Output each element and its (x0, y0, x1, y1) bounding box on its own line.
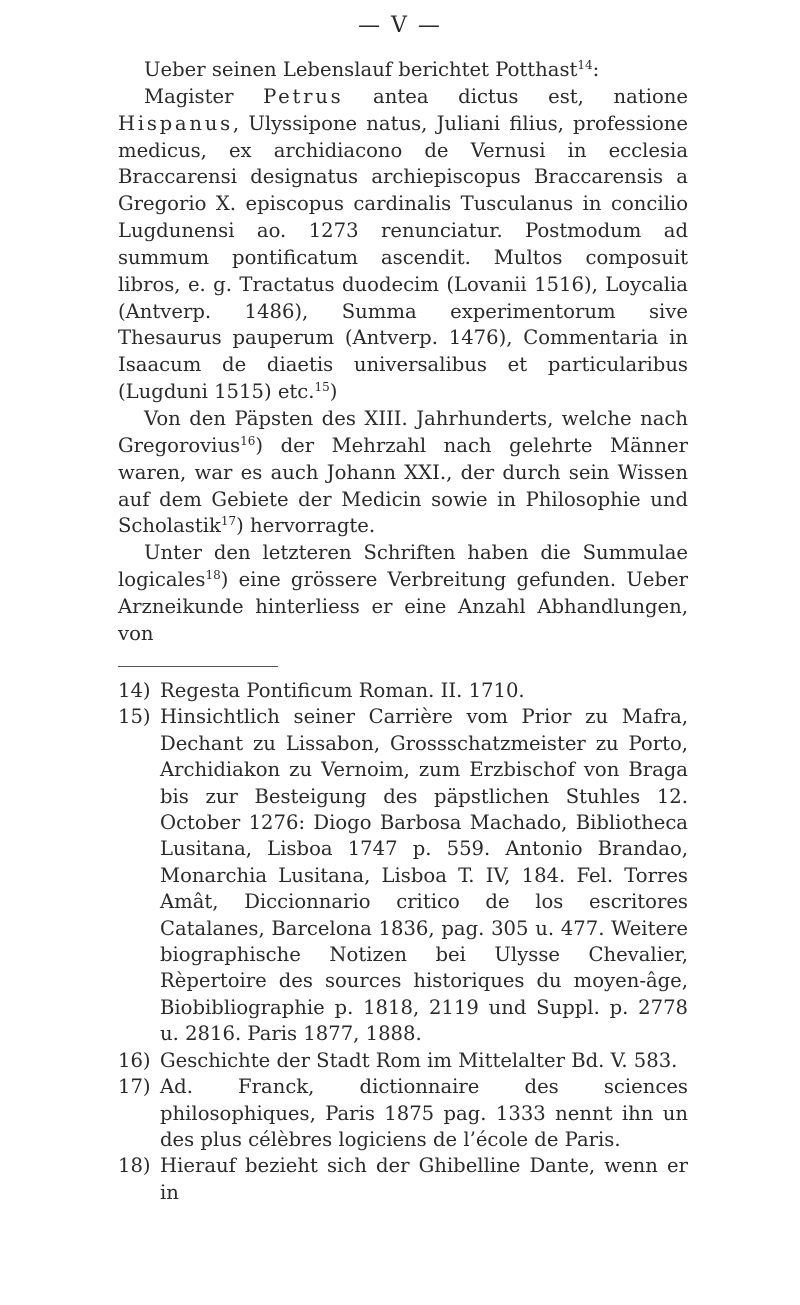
name-hispanus: Hispanus (118, 111, 233, 135)
footnote-text: Ad. Franck, dictionnaire des sciences philosophiques, Paris 1875 pag. 1333 nennt ihn un des plus célèbres logiciens de l’école de Paris. (160, 1075, 688, 1151)
footnote-number: 14) (118, 679, 151, 702)
main-text (118, 57, 688, 648)
footnote (118, 678, 688, 704)
paragraph-intro: Ueber seinen Lebenslauf berichtet Potthast$^{14}$: (144, 58, 600, 81)
name-petrus: Petrus (263, 84, 344, 108)
paragraph-writings: Unter den letzteren Schriften haben die Summulae logicales$^{18}$) eine grössere Verbreitung gefunden. Ueber Arzneikunde hinterliess er eine Anzahl Abhandlungen, von (118, 541, 688, 645)
footnote (118, 704, 688, 1047)
footnote-text: Hinsichtlich seiner Carrière vom Prior zu Mafra, Dechant zu Lissabon, Grossschatzmeister zu Porto, Archidiakon zu Vernoim, zum Erzbischof von Braga bis zur Besteigung des päpstlichen Stuhles 12. October 1276: Diogo Barbosa Machado, Bibliotheca Lusitana, Lisboa 1747 p. 559. Antonio Brandao, Monarchia Lusitana, Lisboa T. IV, 184. Fel. Torres Amât, Diccionnario critico de los escritores Catalanes, Barcelona 1836, pag. 305 u. 477. Weitere biographische Notizen bei Ulysse Chevalier, Rèpertoire des sources historiques du moyen-âge, Biobibliographie p. 1818, 2119 und Suppl. p. 2778 u. 2816. Paris 1877, 1888. (160, 705, 688, 1046)
footnote-number: 15) (118, 705, 151, 729)
footnote-text: Geschichte der Stadt Rom im Mittelalter Bd. V. 583. (160, 1048, 678, 1072)
footnote-number: 16) (118, 1048, 151, 1072)
footnote (118, 1153, 688, 1206)
footnote-ref: 18 (205, 568, 221, 583)
footnote-text: Hierauf bezieht sich der Ghibelline Dante, wenn er in (160, 1154, 688, 1204)
paragraph-popes: Von den Päpsten des XIII. Jahrhunderts, welche nach Gregorovius$^{16}$) der Mehrzahl nach gelehrte Männer waren, war es auch Johann XXI., der durch sein Wissen auf dem Gebiete der Medicin sowie in Philosophie und Scholastik$^{17}$) hervorragte. (118, 406, 688, 538)
footnote-text: Regesta Pontificum Roman. II. 1710. (160, 679, 525, 702)
footnotes (118, 678, 688, 1206)
footnote (118, 1074, 688, 1153)
footnote (118, 1048, 688, 1074)
footnote-ref: 14 (577, 58, 593, 72)
footnote-number: 18) (118, 1154, 151, 1178)
page-number: — V — (358, 13, 442, 38)
paragraph-quote: Magister Petrus antea dictus est, natione Hispanus, Ulyssipone natus, Juliani filius, professione medicus, ex archidiacono de Vernusi in ecclesia Braccarensi designatus archiepiscopus Braccarensis a Gregorio X. episcopus cardinalis Tusculanus in concilio Lugdunensi ao. 1273 renunciatur. Postmodum ad summum pontificatum ascendit. Multos composuit libros, e. g. Tractatus duodecim (Lovanii 1516), Loycalia (Antverp. 1486), Summa experimentorum sive Thesaurus pauperum (Antverp. 1476), Commentaria in Isaacum de diaetis universalibus et particularibus (Lugduni 1515) etc.$^{15}$) (118, 84, 688, 404)
footnote-ref: 16 (240, 433, 256, 448)
footnote-divider (118, 666, 278, 667)
footnote-ref: 17 (220, 514, 237, 529)
footnote-ref: 15 (314, 380, 330, 395)
footnote-number: 17) (118, 1075, 151, 1099)
